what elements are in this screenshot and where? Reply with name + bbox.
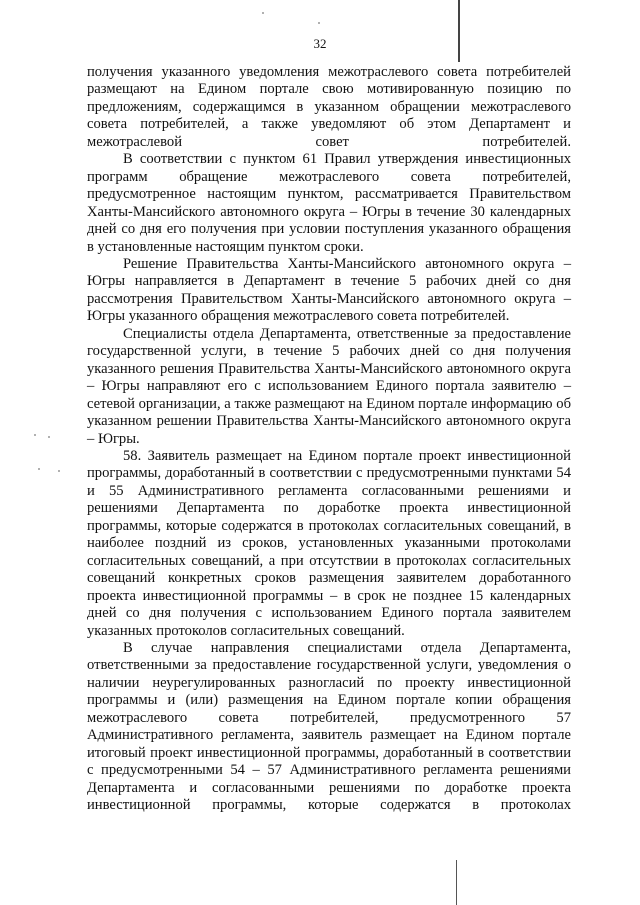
scan-binding-line	[456, 860, 457, 905]
paragraph-rule-61: В соответствии с пунктом 61 Правил утверждения инвестиционных программ обращение межотраслевого совета потребителей, предусмотренное настоящим пунктом, рассматривается Правительством Ханты-Мансийского автономного округа – Югры в течение 30 календарных дней со дня его получения при условии поступления указанного обращения в установленные настоящим пунктом сроки.	[87, 151, 571, 255]
scan-speck	[58, 470, 60, 472]
scan-speck	[318, 22, 320, 24]
paragraph-continuation: получения указанного уведомления межотраслевого совета потребителей размещают на Едином портале свою мотивированную позицию по предложениям, содержащимся в указанном обращении межотраслевого совета потребителей, а также уведомляют об этом Департамент и межотраслевой совет потребителей.	[87, 64, 571, 150]
scan-speck	[48, 436, 50, 438]
document-body	[87, 64, 571, 814]
page-number: 32	[313, 36, 327, 51]
scan-binding-line	[458, 0, 460, 62]
scan-speck	[34, 434, 36, 436]
paragraph-disagreements: В случае направления специалистами отдела Департамента, ответственными за предоставление государственной услуги, уведомления о наличии неурегулированных разногласий по проекту инвестиционной программы и (или) размещения на Едином портале копии обращения межотраслевого совета потребителей, предусмотренного 57 Административного регламента, заявитель размещает на Едином портале итоговый проект инвестиционной программы, доработанный в соответствии с предусмотренными 54 – 57 Административного регламента решениями Департамента и согласованными решениями по доработке проекта инвестиционной программы, которые содержатся в протоколах	[87, 639, 571, 814]
scan-speck	[262, 12, 264, 14]
paragraph-government-decision: Решение Правительства Ханты-Мансийского автономного округа – Югры направляется в Департамент в течение 5 рабочих дней со дня рассмотрения Правительством Ханты-Мансийского автономного округа – Югры указанного обращения межотраслевого совета потребителей.	[87, 255, 571, 325]
paragraph-item-58: 58. Заявитель размещает на Едином портале проект инвестиционной программы, доработанный в соответствии с предусмотренными пунктами 54 и 55 Административного регламента согласованными решениями и решениями Департамента по доработке проекта инвестиционной программы, которые содержатся в протоколах согласительных совещаний, в наиболее поздний из сроков, установленных указанными протоколами согласительных совещаний, а при отсутствии в протоколах согласительных совещаний конкретных сроков размещения заявителем доработанного проекта инвестиционной программы – в срок не позднее 15 календарных дней со дня получения с использованием Единого портала заявителем указанных протоколов согласительных совещаний.	[87, 447, 571, 639]
paragraph-specialists: Специалисты отдела Департамента, ответственные за предоставление государственной услуги, в течение 5 рабочих дней со дня получения указанного решения Правительства Ханты-Мансийского автономного округа – Югры направляют его с использованием Единого портала заявителю – сетевой организации, а также размещают на Едином портале информацию об указанном решении Правительства Ханты-Мансийского автономного округа – Югры.	[87, 325, 571, 447]
scan-speck	[38, 468, 40, 470]
